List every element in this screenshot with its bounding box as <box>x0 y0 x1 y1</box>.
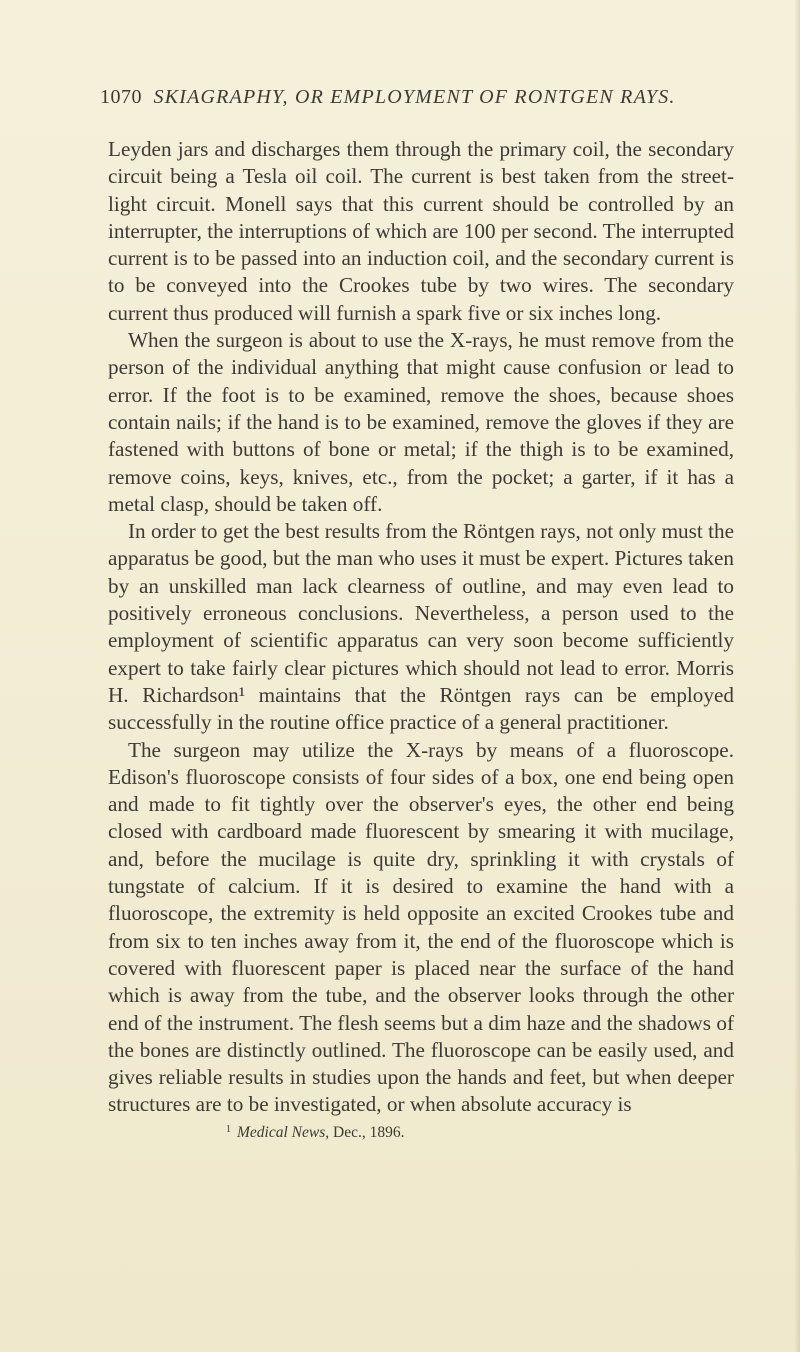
paragraph: In order to get the best results from the Röntgen rays, not only must the apparatus be good, but the man who uses it must be expert. Pictures taken by an unskilled man lack clearness of outline, and may even lead to positively erroneous conclusions. Nevertheless, a person used to the employment of scientific apparatus can very soon become sufficiently expert to take fairly clear pictures which should not lead to error. Morris H. Richardson¹ maintains that the Röntgen rays can be employed successfully in the routine office practice of a general practitioner. <box>108 519 734 735</box>
running-head: SKIAGRAPHY, OR EMPLOYMENT OF RONTGEN RAYS. <box>153 86 676 108</box>
paragraph: When the surgeon is about to use the X-rays, he must remove from the person of the individual anything that might cause confusion or lead to error. If the foot is to be examined, remove the shoes, because shoes contain nails; if the hand is to be examined, remove the gloves if they are fastened with buttons of bone or metal; if the thigh is to be examined, remove coins, keys, knives, etc., from the pocket; a garter, if it has a metal clasp, should be taken off. <box>108 328 734 516</box>
body-text <box>108 136 734 1119</box>
footnote-source: Medical News, <box>237 1124 330 1141</box>
paragraph: The surgeon may utilize the X-rays by means of a fluoroscope. Edison's fluoroscope consists of four sides of a box, one end being open and made to fit tightly over the observer's eyes, the other end being closed with cardboard made fluorescent by smearing it with mucilage, and, before the mucilage is quite dry, sprinkling it with crystals of tungstate of calcium. If it is desired to examine the hand with a fluoroscope, the extremity is held opposite an excited Crookes tube and from six to ten inches away from it, the end of the fluoroscope which is covered with fluorescent paper is placed near the surface of the hand which is away from the tube, and the observer looks through the other end of the instrument. The flesh seems but a dim haze and the shadows of the bones are distinctly outlined. The fluoroscope can be easily used, and gives reliable results in studies upon the hands and feet, but when deeper structures are to be investigated, or when absolute accuracy is <box>108 737 734 1117</box>
footnote-marker: 1 <box>226 1124 231 1135</box>
footnote-date: Dec., 1896. <box>333 1124 405 1141</box>
page-header <box>100 86 740 109</box>
page-edge-shadow <box>794 0 800 1352</box>
footnote <box>226 1121 746 1142</box>
paragraph: Leyden jars and discharges them through the primary coil, the secondary circuit being a Tesla oil coil. The current is best taken from the street-light circuit. Monell says that this current should be controlled by an interrupter, the interruptions of which are 100 per second. The interrupted current is to be passed into an induction coil, and the secondary current is to be conveyed into the Crookes tube by two wires. The secondary current thus produced will furnish a spark five or six inches long. <box>108 137 734 325</box>
page-number: 1070 <box>100 86 142 108</box>
